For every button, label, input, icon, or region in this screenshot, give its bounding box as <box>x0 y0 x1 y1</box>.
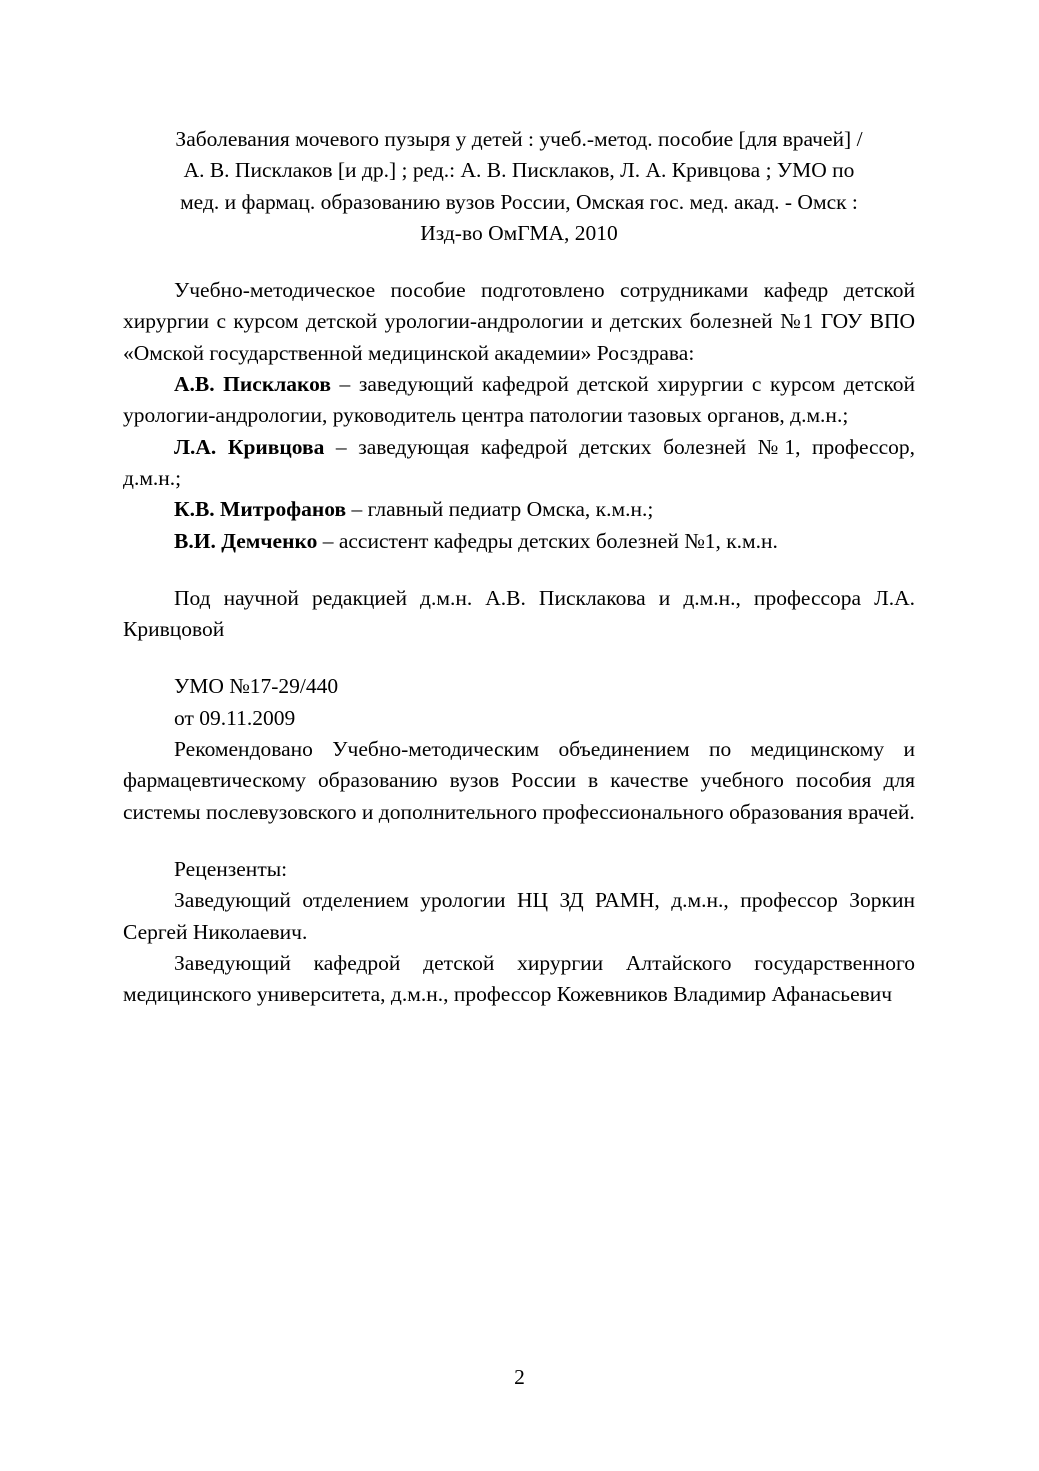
umo-number: УМО №17-29/440 <box>174 674 339 699</box>
spacer <box>123 557 915 583</box>
author-description: – заведующая кафедрой детских болезней №1, профессор, д.м.н.; <box>123 434 915 490</box>
citation-line: А. В. Писклаков [и др.] ; ред.: А. В. Писклаков, Л. А. Кривцова ; УМО по <box>183 158 855 183</box>
spacer <box>123 828 915 854</box>
author-description: – заведующий кафедрой детской хирургии с курсом детской урологии-андрологии, руководитель центра патологии тазовых органов, д.м.н.; <box>123 372 915 428</box>
author-entry <box>123 432 915 495</box>
citation-line: мед. и фармац. образованию вузов России, Омская гос. мед. акад. - Омск : <box>180 189 858 214</box>
recommendation-paragraph: Рекомендовано Учебно-методическим объединением по медицинскому и фармацевтическому образованию вузов России в качестве учебного пособия для системы послевузовского и дополнительного профессионального образования врачей. <box>123 737 915 824</box>
author-name: К.В. Митрофанов <box>174 497 347 522</box>
reviewers-label: Рецензенты: <box>174 856 288 881</box>
editors-paragraph: Под научной редакцией д.м.н. А.В. Писклакова и д.м.н., профессора Л.А. Кривцовой <box>123 585 915 642</box>
author-name: А.В. Писклаков <box>174 372 331 397</box>
reviewer-entry: Заведующий отделением урологии НЦ ЗД РАМН, д.м.н., профессор Зоркин Сергей Николаевич. <box>123 888 915 944</box>
author-name: Л.А. Кривцова <box>174 434 325 459</box>
spacer <box>123 645 915 671</box>
umo-date: от 09.11.2009 <box>174 705 296 730</box>
author-description: – главный педиатр Омска, к.м.н.; <box>346 497 654 522</box>
bibliographic-citation <box>123 124 915 249</box>
page-number: 2 <box>514 1365 525 1389</box>
citation-line: Изд-во ОмГМА, 2010 <box>420 220 618 245</box>
citation-line: Заболевания мочевого пузыря у детей : учеб.-метод. пособие [для врачей] / <box>175 127 863 151</box>
author-entry <box>123 494 915 525</box>
intro-paragraph: Учебно-методическое пособие подготовлено сотрудниками кафедр детской хирургии с курсом детской урологии-андрологии и детских болезней №1 ГОУ ВПО «Омской государственной медицинской академии» Росздрава: <box>123 278 915 365</box>
spacer <box>123 249 915 275</box>
author-description: – ассистент кафедры детских болезней №1, к.м.н. <box>317 528 778 553</box>
author-name: В.И. Демченко <box>174 528 318 553</box>
reviewer-entry: Заведующий кафедрой детской хирургии Алтайского государственного медицинского университета, д.м.н., профессор Кожевников Владимир Афанасьевич <box>123 950 915 1007</box>
author-entry <box>123 369 915 432</box>
author-entry <box>123 526 915 557</box>
